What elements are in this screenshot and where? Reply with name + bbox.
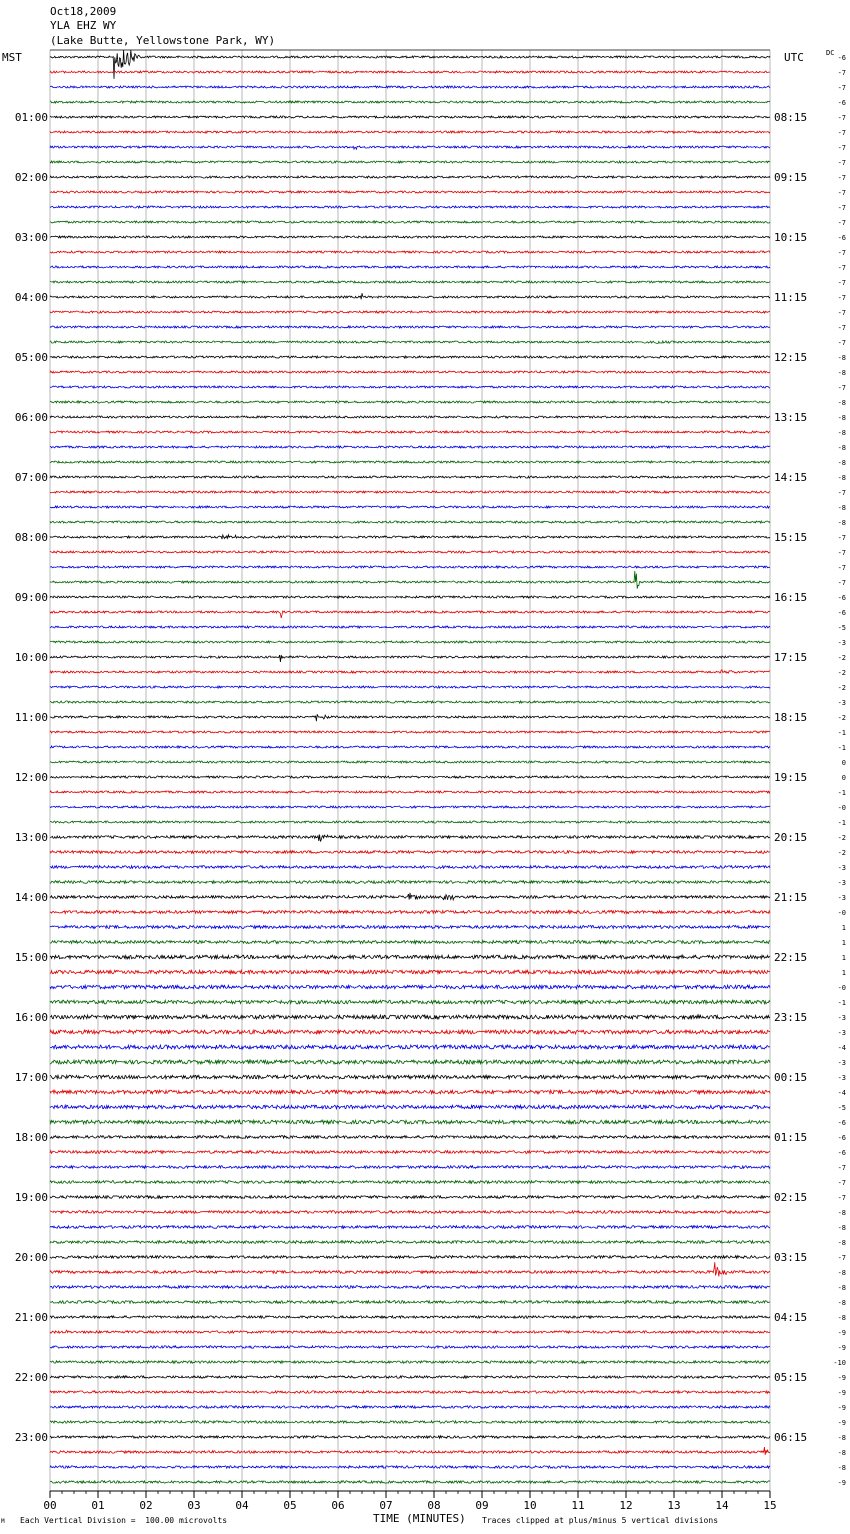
- left-hour-label: 06:00: [14, 411, 48, 424]
- dc-offset-label: -8: [837, 444, 846, 452]
- right-hour-label: 15:15: [774, 531, 808, 544]
- trace-line-82: [50, 1286, 770, 1289]
- trace-line-54: [50, 866, 770, 869]
- trace-line-60: [50, 955, 770, 959]
- dc-offset-label: -7: [837, 1164, 846, 1172]
- trace-line-2: [50, 86, 770, 88]
- left-hour-label: 03:00: [14, 231, 48, 244]
- dc-offset-label: -3: [837, 699, 846, 707]
- header-location: (Lake Butte, Yellowstone Park, WY): [50, 34, 276, 47]
- trace-line-25: [50, 431, 770, 433]
- right-hour-label: 04:15: [774, 1311, 808, 1324]
- dc-offset-label: -7: [837, 174, 846, 182]
- right-hour-label: 01:15: [774, 1131, 808, 1144]
- right-hour-label: 19:15: [774, 771, 808, 784]
- trace-line-74: [50, 1166, 770, 1169]
- dc-offset-label: -8: [837, 459, 846, 467]
- trace-line-0: [50, 50, 770, 79]
- dc-offset-label: -6: [837, 609, 846, 617]
- dc-offset-label: -2: [837, 669, 846, 677]
- left-hour-label: 12:00: [14, 771, 48, 784]
- left-hour-label: 17:00: [14, 1071, 48, 1084]
- dc-label: DC: [826, 49, 835, 57]
- dc-offset-label: -3: [837, 864, 846, 872]
- dc-offset-label: -10: [833, 1359, 846, 1367]
- dc-offset-label: -3: [837, 1029, 846, 1037]
- right-hour-label: 23:15: [774, 1011, 808, 1024]
- trace-line-38: [50, 626, 770, 628]
- trace-line-75: [50, 1181, 770, 1184]
- dc-offset-label: -7: [837, 204, 846, 212]
- mst-label: MST: [2, 51, 22, 64]
- x-axis: [43, 1491, 776, 1512]
- trace-line-19: [50, 341, 770, 344]
- trace-line-92: [50, 1436, 770, 1438]
- dc-offset-label: -3: [837, 1074, 846, 1082]
- x-tick-label: 07: [379, 1499, 393, 1512]
- left-hour-label: 08:00: [14, 531, 48, 544]
- left-hour-label: 11:00: [14, 711, 48, 724]
- right-hour-label: 16:15: [774, 591, 808, 604]
- dc-offset-label: -8: [837, 1239, 846, 1247]
- trace-line-7: [50, 161, 770, 163]
- dc-offset-label: -2: [837, 714, 846, 722]
- left-hour-label: 22:00: [14, 1371, 48, 1384]
- trace-line-47: [50, 761, 770, 763]
- left-hour-label: 09:00: [14, 591, 48, 604]
- seismic-traces: [50, 50, 770, 1483]
- trace-line-87: [50, 1361, 770, 1363]
- dc-offset-label: -4: [837, 1044, 846, 1052]
- left-hour-label: 01:00: [14, 111, 48, 124]
- trace-line-30: [50, 506, 770, 508]
- dc-offset-label: -9: [837, 1329, 846, 1337]
- dc-offset-label: -7: [837, 1194, 846, 1202]
- x-tick-label: 06: [331, 1499, 345, 1512]
- trace-line-65: [50, 1030, 770, 1034]
- trace-line-11: [50, 221, 770, 223]
- dc-offset-label: -7: [837, 1179, 846, 1187]
- trace-line-20: [50, 356, 770, 358]
- trace-line-41: [50, 670, 770, 673]
- dc-offset-label: -6: [837, 594, 846, 602]
- dc-offset-label: -8: [837, 474, 846, 482]
- trace-line-56: [50, 893, 770, 900]
- trace-line-84: [50, 1316, 770, 1318]
- trace-line-36: [50, 596, 770, 598]
- left-hour-label: 23:00: [14, 1431, 48, 1444]
- trace-line-55: [50, 881, 770, 884]
- dc-offset-label: -8: [837, 504, 846, 512]
- left-hour-label: 18:00: [14, 1131, 48, 1144]
- left-hour-labels: [15, 111, 48, 1444]
- trace-line-45: [50, 731, 770, 733]
- dc-offset-labels: [833, 54, 846, 1487]
- trace-line-88: [50, 1376, 770, 1378]
- trace-line-16: [50, 293, 770, 299]
- dc-offset-label: -7: [837, 1254, 846, 1262]
- left-hour-label: 19:00: [14, 1191, 48, 1204]
- left-hour-label: 13:00: [14, 831, 48, 844]
- trace-line-73: [50, 1151, 770, 1154]
- trace-line-49: [50, 791, 770, 793]
- trace-line-61: [50, 970, 770, 974]
- trace-line-79: [50, 1241, 770, 1244]
- dc-offset-label: -8: [837, 1299, 846, 1307]
- trace-line-34: [50, 566, 770, 568]
- dc-offset-label: -7: [837, 69, 846, 77]
- trace-line-58: [50, 926, 770, 929]
- dc-offset-label: -0: [837, 984, 846, 992]
- dc-offset-label: -7: [837, 84, 846, 92]
- dc-offset-label: -3: [837, 894, 846, 902]
- trace-line-39: [50, 641, 770, 643]
- dc-offset-label: -7: [837, 159, 846, 167]
- trace-line-66: [50, 1045, 770, 1049]
- dc-offset-label: -8: [837, 1269, 846, 1277]
- dc-offset-label: -9: [837, 1404, 846, 1412]
- dc-offset-label: 0: [841, 759, 846, 767]
- trace-line-91: [50, 1421, 770, 1423]
- x-tick-label: 10: [523, 1499, 537, 1512]
- left-hour-label: 02:00: [14, 171, 48, 184]
- trace-line-69: [50, 1090, 770, 1094]
- trace-line-33: [50, 551, 770, 553]
- dc-offset-label: -9: [837, 1374, 846, 1382]
- dc-offset-label: -6: [837, 99, 846, 107]
- trace-line-24: [50, 416, 770, 418]
- dc-offset-label: -3: [837, 879, 846, 887]
- utc-label: UTC: [784, 51, 804, 64]
- dc-offset-label: -7: [837, 144, 846, 152]
- trace-line-29: [50, 491, 770, 493]
- trace-line-89: [50, 1391, 770, 1393]
- left-hour-label: 20:00: [14, 1251, 48, 1264]
- left-hour-label: 14:00: [14, 891, 48, 904]
- trace-line-15: [50, 281, 770, 283]
- dc-offset-label: -8: [837, 429, 846, 437]
- dc-offset-label: -1: [837, 999, 846, 1007]
- dc-offset-label: -7: [837, 564, 846, 572]
- dc-offset-label: -2: [837, 834, 846, 842]
- dc-offset-label: -8: [837, 1464, 846, 1472]
- dc-offset-label: -5: [837, 1104, 846, 1112]
- dc-offset-label: -2: [837, 849, 846, 857]
- dc-offset-label: -3: [837, 1059, 846, 1067]
- trace-line-4: [50, 116, 770, 118]
- trace-line-63: [50, 1000, 770, 1004]
- right-hour-label: 11:15: [774, 291, 808, 304]
- dc-offset-label: 1: [841, 954, 846, 962]
- dc-offset-label: -8: [837, 1314, 846, 1322]
- trace-line-13: [50, 251, 770, 253]
- dc-offset-label: -7: [837, 579, 846, 587]
- dc-offset-label: -9: [837, 1479, 846, 1487]
- trace-line-52: [50, 835, 770, 842]
- trace-line-57: [50, 911, 770, 914]
- right-hour-labels: [774, 111, 807, 1444]
- dc-offset-label: -8: [837, 519, 846, 527]
- dc-offset-label: -6: [837, 1119, 846, 1127]
- dc-offset-label: -7: [837, 294, 846, 302]
- dc-offset-label: -7: [837, 489, 846, 497]
- dc-offset-label: -6: [837, 1134, 846, 1142]
- trace-line-51: [50, 821, 770, 823]
- right-hour-label: 09:15: [774, 171, 808, 184]
- trace-line-35: [50, 571, 770, 589]
- right-hour-label: 08:15: [774, 111, 808, 124]
- x-axis-title: TIME (MINUTES): [373, 1512, 466, 1525]
- right-hour-label: 18:15: [774, 711, 808, 724]
- scale-note: Each Vertical Division = 100.00 microvolts: [20, 1516, 228, 1525]
- dc-offset-label: 1: [841, 939, 846, 947]
- x-tick-label: 08: [427, 1499, 441, 1512]
- right-hour-label: 13:15: [774, 411, 808, 424]
- x-tick-label: 14: [715, 1499, 729, 1512]
- trace-line-14: [50, 266, 770, 268]
- x-tick-label: 12: [619, 1499, 633, 1512]
- trace-line-9: [50, 191, 770, 193]
- trace-line-21: [50, 371, 770, 373]
- dc-offset-label: -7: [837, 549, 846, 557]
- trace-line-3: [50, 101, 770, 103]
- trace-line-70: [50, 1105, 770, 1109]
- trace-line-62: [50, 985, 770, 989]
- dc-offset-label: -8: [837, 414, 846, 422]
- trace-line-40: [50, 655, 770, 662]
- trace-line-5: [50, 131, 770, 133]
- dc-offset-label: -2: [837, 684, 846, 692]
- trace-line-48: [50, 776, 770, 778]
- dc-offset-label: -1: [837, 744, 846, 752]
- dc-offset-label: 0: [841, 774, 846, 782]
- trace-line-95: [50, 1481, 770, 1483]
- trace-line-90: [50, 1406, 770, 1408]
- dc-offset-label: -7: [837, 339, 846, 347]
- dc-offset-label: -7: [837, 129, 846, 137]
- trace-line-85: [50, 1330, 770, 1333]
- right-hour-label: 17:15: [774, 651, 808, 664]
- trace-line-67: [50, 1060, 770, 1064]
- trace-line-42: [50, 686, 770, 688]
- right-hour-label: 10:15: [774, 231, 808, 244]
- dc-offset-label: -8: [837, 399, 846, 407]
- trace-line-10: [50, 206, 770, 208]
- trace-line-28: [50, 476, 770, 478]
- x-tick-label: 13: [667, 1499, 681, 1512]
- right-hour-label: 22:15: [774, 951, 808, 964]
- dc-offset-label: -8: [837, 1284, 846, 1292]
- left-hour-label: 07:00: [14, 471, 48, 484]
- trace-line-53: [50, 851, 770, 854]
- trace-line-27: [50, 461, 770, 463]
- dc-offset-label: -9: [837, 1389, 846, 1397]
- x-tick-label: 11: [571, 1499, 585, 1512]
- trace-line-71: [50, 1120, 770, 1124]
- trace-line-12: [50, 236, 770, 238]
- dc-offset-label: -7: [837, 324, 846, 332]
- right-hour-label: 20:15: [774, 831, 808, 844]
- trace-line-23: [50, 401, 770, 403]
- dc-offset-label: -6: [837, 1149, 846, 1157]
- dc-offset-label: 1: [841, 969, 846, 977]
- trace-line-64: [50, 1015, 770, 1019]
- footer-mark: M: [1, 1518, 5, 1525]
- dc-offset-label: -7: [837, 189, 846, 197]
- right-hour-label: 14:15: [774, 471, 808, 484]
- trace-line-17: [50, 311, 770, 313]
- left-hour-label: 21:00: [14, 1311, 48, 1324]
- dc-offset-label: -9: [837, 1419, 846, 1427]
- left-hour-label: 10:00: [14, 651, 48, 664]
- dc-offset-label: -7: [837, 384, 846, 392]
- x-tick-label: 05: [283, 1499, 297, 1512]
- dc-offset-label: -8: [837, 369, 846, 377]
- trace-line-46: [50, 746, 770, 748]
- clip-note: Traces clipped at plus/minus 5 vertical divisions: [482, 1516, 719, 1525]
- trace-line-76: [50, 1196, 770, 1199]
- trace-line-59: [50, 941, 770, 944]
- left-hour-label: 04:00: [14, 291, 48, 304]
- dc-offset-label: -5: [837, 624, 846, 632]
- trace-line-50: [50, 806, 770, 808]
- trace-line-80: [50, 1256, 770, 1259]
- dc-offset-label: -7: [837, 249, 846, 257]
- dc-offset-label: -6: [837, 54, 846, 62]
- left-hour-label: 15:00: [14, 951, 48, 964]
- trace-line-44: [50, 714, 770, 721]
- x-tick-label: 02: [139, 1499, 153, 1512]
- trace-line-37: [50, 611, 770, 618]
- dc-offset-label: -4: [837, 1089, 846, 1097]
- right-hour-label: 06:15: [774, 1431, 808, 1444]
- right-hour-label: 02:15: [774, 1191, 808, 1204]
- dc-offset-label: -6: [837, 234, 846, 242]
- dc-offset-label: -7: [837, 264, 846, 272]
- trace-line-43: [50, 701, 770, 703]
- trace-line-32: [50, 535, 770, 539]
- trace-line-83: [50, 1301, 770, 1304]
- trace-line-22: [50, 386, 770, 388]
- trace-line-72: [50, 1136, 770, 1139]
- dc-offset-label: -7: [837, 114, 846, 122]
- dc-offset-label: -1: [837, 729, 846, 737]
- trace-line-93: [50, 1447, 770, 1455]
- right-hour-label: 12:15: [774, 351, 808, 364]
- right-hour-label: 21:15: [774, 891, 808, 904]
- trace-line-8: [50, 176, 770, 178]
- dc-offset-label: -0: [837, 804, 846, 812]
- right-hour-label: 03:15: [774, 1251, 808, 1264]
- dc-offset-label: -0: [837, 909, 846, 917]
- trace-line-81: [50, 1262, 770, 1276]
- dc-offset-label: -7: [837, 219, 846, 227]
- dc-offset-label: -1: [837, 819, 846, 827]
- trace-line-78: [50, 1226, 770, 1229]
- trace-line-31: [50, 521, 770, 523]
- trace-line-68: [50, 1075, 770, 1079]
- right-hour-label: 05:15: [774, 1371, 808, 1384]
- trace-line-6: [50, 146, 770, 149]
- dc-offset-label: -1: [837, 789, 846, 797]
- trace-line-94: [50, 1466, 770, 1468]
- dc-offset-label: 1: [841, 924, 846, 932]
- dc-offset-label: -8: [837, 1449, 846, 1457]
- trace-line-26: [50, 446, 770, 448]
- x-tick-label: 01: [91, 1499, 105, 1512]
- x-tick-label: 03: [187, 1499, 201, 1512]
- right-hour-label: 00:15: [774, 1071, 808, 1084]
- dc-offset-label: -2: [837, 654, 846, 662]
- trace-line-86: [50, 1346, 770, 1348]
- x-tick-label: 04: [235, 1499, 249, 1512]
- dc-offset-label: -7: [837, 279, 846, 287]
- x-tick-label: 09: [475, 1499, 489, 1512]
- left-hour-label: 16:00: [14, 1011, 48, 1024]
- dc-offset-label: -7: [837, 534, 846, 542]
- x-tick-label: 00: [43, 1499, 57, 1512]
- dc-offset-label: -7: [837, 309, 846, 317]
- dc-offset-label: -8: [837, 1209, 846, 1217]
- dc-offset-label: -8: [837, 1434, 846, 1442]
- dc-offset-label: -3: [837, 639, 846, 647]
- trace-line-1: [50, 71, 770, 73]
- trace-line-18: [50, 326, 770, 328]
- dc-offset-label: -8: [837, 354, 846, 362]
- x-tick-label: 15: [763, 1499, 777, 1512]
- trace-line-77: [50, 1211, 770, 1214]
- header-date: Oct18,2009: [50, 5, 117, 18]
- dc-offset-label: -9: [837, 1344, 846, 1352]
- dc-offset-label: -3: [837, 1014, 846, 1022]
- header-station: YLA EHZ WY: [50, 19, 117, 32]
- left-hour-label: 05:00: [14, 351, 48, 364]
- dc-offset-label: -8: [837, 1224, 846, 1232]
